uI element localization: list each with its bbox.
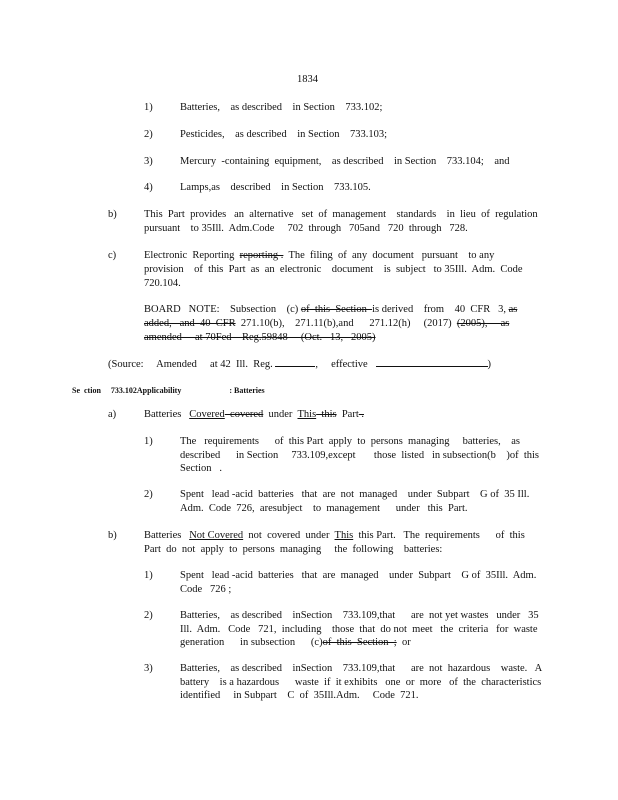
list-item-number: 1) xyxy=(144,102,153,113)
list-item-line: Adm. Code 726, aresubject to management under this Part. xyxy=(180,503,468,514)
page-number: 1834 xyxy=(297,74,318,85)
para-label: b) xyxy=(108,530,117,541)
sec-b-line: Part do not apply to persons managing the following batteries: xyxy=(144,544,443,555)
board-note-line: BOARD NOTE: Subsection (c) of this Section is derived from 40 CFR 3, as xyxy=(144,304,518,315)
struck-text: of this Section ; xyxy=(322,637,397,648)
para-label: c) xyxy=(108,250,117,261)
struck-text: covered xyxy=(224,409,264,420)
list-item-line: Spent lead -acid batteries that are not managed under Subpart G of 35 Ill. xyxy=(180,489,530,500)
effective-date-blank xyxy=(376,357,488,367)
list-item-line: generation in subsection (c)of this Section ; or xyxy=(180,637,411,648)
list-item-text: Pesticides, as described in Section 733.103; xyxy=(180,129,388,140)
board-note-line: added, and 40 CFR 271.10(b), 271.11(b),and 271.12(h) (2017) (2005), as xyxy=(144,318,510,329)
list-item-line: Batteries, as described inSection 733.109,that are not yet wastes under 35 xyxy=(180,610,539,621)
struck-text: amended at 70Fed Reg.59848 (Oct. 13, 2005) xyxy=(144,332,376,343)
para-label: b) xyxy=(108,209,117,220)
list-item-number: 1) xyxy=(144,570,153,581)
list-item-line: Spent lead -acid batteries that are managed under Subpart G of 35Ill. Adm. xyxy=(180,570,537,581)
inserted-text: Covered xyxy=(189,409,225,420)
list-item-line: battery is a hazardous waste if it exhibits one or more of the characteristics xyxy=(180,677,542,688)
inserted-text: This xyxy=(334,530,354,541)
para-label: a) xyxy=(108,409,117,420)
board-note-line xyxy=(144,331,376,344)
para-b-line: This Part provides an alternative set of management standards in lieu of regulation xyxy=(144,209,538,220)
list-item-line: Ill. Adm. Code 721, including those that do not meet the criteria for waste xyxy=(180,624,538,635)
struck-text: (2005), as xyxy=(456,318,510,329)
para-c-line: provision of this Part as an electronic document is subject to 35Ill. Adm. Code xyxy=(144,264,523,275)
list-item-number: 4) xyxy=(144,182,153,193)
source-line: (Source: Amended at 42 Ill. Reg. , effective ) xyxy=(108,359,492,370)
list-item-number: 2) xyxy=(144,610,153,621)
sec-a-heading: Batteries Covered covered under This this Part . xyxy=(144,409,364,420)
list-item-line: described in Section 733.109,except those listed in subsection(b )of this xyxy=(180,450,539,461)
list-item-line: Batteries, as described inSection 733.109,that are not hazardous waste. A xyxy=(180,663,543,674)
list-item-line: identified in Subpart C of 35Ill.Adm. Code 721. xyxy=(180,690,419,701)
para-c-line: 720.104. xyxy=(144,278,181,289)
list-item-line: Code 726 ; xyxy=(180,584,232,595)
list-item-text: Batteries, as described in Section 733.102; xyxy=(180,102,383,113)
struck-text: reporting . xyxy=(239,250,284,261)
list-item-text: Lamps,as described in Section 733.105. xyxy=(180,182,371,193)
section-heading: Se ction 733.102Applicability : Batteries xyxy=(72,386,265,395)
list-item-line: Section . xyxy=(180,463,222,474)
list-item-number: 3) xyxy=(144,663,153,674)
para-c-line: Electronic Reporting reporting . The filing of any document pursuant to any xyxy=(144,250,495,261)
inserted-text: Not Covered xyxy=(189,530,244,541)
struck-text: as xyxy=(508,304,518,315)
list-item-number: 3) xyxy=(144,156,153,167)
struck-text: . xyxy=(358,409,364,420)
sec-b-heading: Batteries Not Covered not covered under This this Part. The requirements of this xyxy=(144,530,525,541)
list-item-text: Mercury -containing equipment, as described in Section 733.104; and xyxy=(180,156,510,167)
list-item-number: 2) xyxy=(144,129,153,140)
struck-text: of this Section xyxy=(300,304,373,315)
list-item-number: 1) xyxy=(144,436,153,447)
struck-text: this xyxy=(316,409,337,420)
reg-page-blank xyxy=(275,357,315,367)
list-item-number: 2) xyxy=(144,489,153,500)
inserted-text: This xyxy=(297,409,317,420)
struck-text: added, and 40 CFR xyxy=(144,318,236,329)
para-b-line: pursuant to 35Ill. Adm.Code 702 through 705and 720 through 728. xyxy=(144,223,468,234)
list-item-line: The requirements of this Part apply to persons managing batteries, as xyxy=(180,436,521,447)
